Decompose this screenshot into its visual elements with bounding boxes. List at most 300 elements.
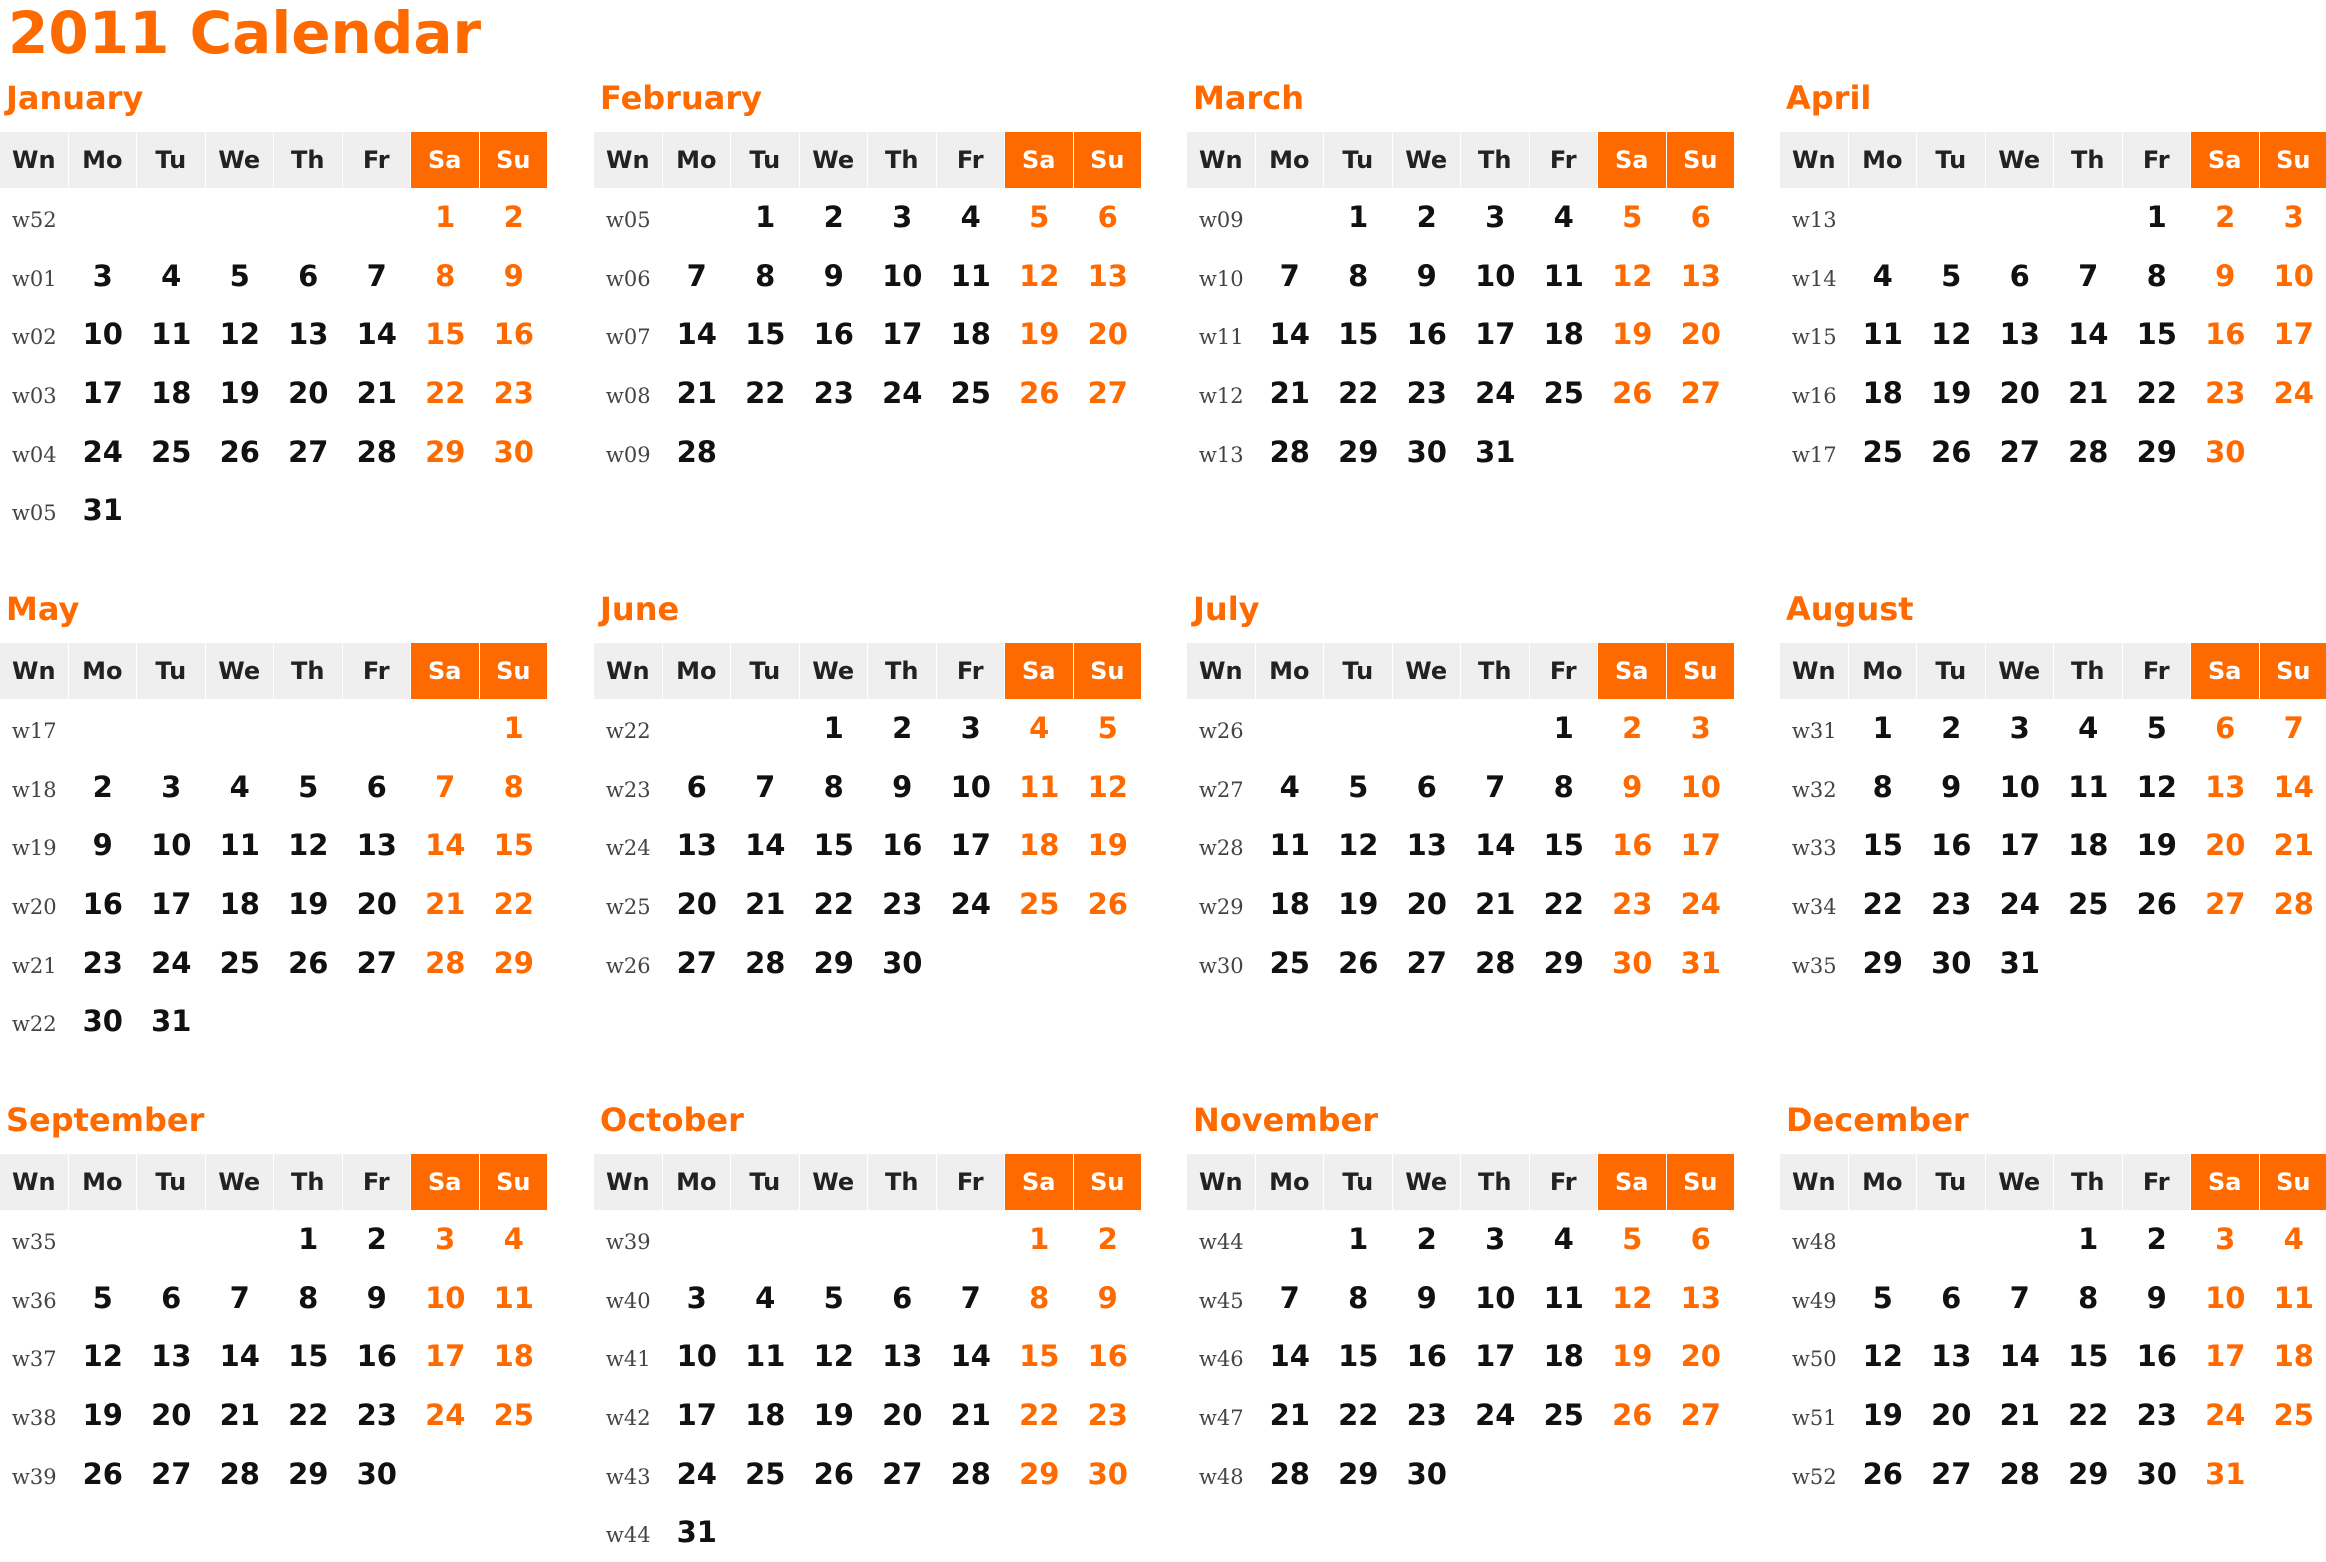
day-cell: 13 <box>1667 247 1736 306</box>
day-cell: 21 <box>1256 364 1325 423</box>
week-number: w07 <box>594 305 663 364</box>
day-cell: 2 <box>800 188 869 247</box>
day-cell: 6 <box>274 247 343 306</box>
weekday-header-mo: Mo <box>663 132 731 188</box>
day-cell: 22 <box>1324 364 1393 423</box>
empty-day-cell <box>1530 422 1599 481</box>
week-row <box>1780 699 2326 758</box>
weekday-header-row <box>1187 132 1735 188</box>
week-row <box>1187 699 1735 758</box>
weekday-header-su: Su <box>1074 643 1142 699</box>
day-cell: 26 <box>1917 422 1986 481</box>
day-cell: 1 <box>1324 188 1393 247</box>
empty-day-cell <box>2260 933 2326 992</box>
day-cell: 2 <box>1393 1210 1462 1269</box>
day-cell: 16 <box>1917 816 1986 875</box>
day-cell: 15 <box>1324 1327 1393 1386</box>
day-cell: 19 <box>800 1386 869 1445</box>
week-number: w25 <box>594 875 663 934</box>
day-cell: 19 <box>1005 305 1074 364</box>
day-cell: 28 <box>2260 875 2326 934</box>
day-cell: 14 <box>731 816 800 875</box>
day-cell: 23 <box>868 875 937 934</box>
day-cell: 15 <box>274 1327 343 1386</box>
day-cell: 19 <box>69 1386 138 1445</box>
month-grid <box>1780 643 2326 992</box>
day-cell: 17 <box>69 364 138 423</box>
day-cell: 25 <box>206 933 275 992</box>
day-cell: 2 <box>2123 1210 2192 1269</box>
empty-day-cell <box>1986 188 2055 247</box>
day-cell: 23 <box>1393 364 1462 423</box>
week-number: w49 <box>1780 1269 1849 1328</box>
week-number: w34 <box>1780 875 1849 934</box>
month-title: September <box>6 1102 204 1138</box>
week-row <box>1780 758 2326 817</box>
empty-day-cell <box>1256 1210 1325 1269</box>
day-cell: 22 <box>1530 875 1599 934</box>
week-number-header: Wn <box>0 132 68 188</box>
day-cell: 26 <box>1598 364 1667 423</box>
day-cell: 19 <box>1849 1386 1918 1445</box>
empty-day-cell <box>1598 422 1667 481</box>
day-cell: 16 <box>343 1327 412 1386</box>
day-cell: 1 <box>800 699 869 758</box>
day-cell: 5 <box>1849 1269 1918 1328</box>
weekday-header-tu: Tu <box>1324 643 1392 699</box>
day-cell: 7 <box>937 1269 1006 1328</box>
empty-day-cell <box>868 422 937 481</box>
week-row <box>594 1210 1142 1269</box>
day-cell: 25 <box>1005 875 1074 934</box>
empty-day-cell <box>274 699 343 758</box>
day-cell: 31 <box>69 481 138 540</box>
day-cell: 6 <box>137 1269 206 1328</box>
day-cell: 14 <box>411 816 480 875</box>
week-number: w21 <box>0 933 69 992</box>
day-cell: 27 <box>1917 1444 1986 1503</box>
empty-day-cell <box>1074 933 1143 992</box>
weekday-header-sa: Sa <box>411 132 479 188</box>
day-cell: 13 <box>343 816 412 875</box>
weekday-header-su: Su <box>1667 643 1735 699</box>
day-cell: 14 <box>1461 816 1530 875</box>
empty-day-cell <box>800 422 869 481</box>
day-cell: 25 <box>2260 1386 2326 1445</box>
week-row <box>1780 816 2326 875</box>
week-row <box>594 422 1142 481</box>
weekday-header-fr: Fr <box>2123 132 2191 188</box>
day-cell: 31 <box>1461 422 1530 481</box>
day-cell: 28 <box>1256 1444 1325 1503</box>
week-row <box>594 305 1142 364</box>
month-title: December <box>1786 1102 1969 1138</box>
day-cell: 15 <box>2054 1327 2123 1386</box>
week-row <box>1780 933 2326 992</box>
day-cell: 24 <box>1461 1386 1530 1445</box>
day-cell: 27 <box>2191 875 2260 934</box>
week-number: w23 <box>594 758 663 817</box>
weekday-header-su: Su <box>1074 132 1142 188</box>
day-cell: 20 <box>1917 1386 1986 1445</box>
day-cell: 8 <box>1005 1269 1074 1328</box>
day-cell: 30 <box>1393 422 1462 481</box>
day-cell: 15 <box>1530 816 1599 875</box>
empty-day-cell <box>411 481 480 540</box>
day-cell: 30 <box>2191 422 2260 481</box>
day-cell: 21 <box>2260 816 2326 875</box>
weekday-header-th: Th <box>868 1154 936 1210</box>
weekday-header-tu: Tu <box>731 1154 799 1210</box>
week-number: w26 <box>594 933 663 992</box>
month-grid <box>594 132 1142 481</box>
week-row <box>1780 305 2326 364</box>
day-cell: 7 <box>1986 1269 2055 1328</box>
day-cell: 24 <box>137 933 206 992</box>
day-cell: 7 <box>2260 699 2326 758</box>
weekday-header-su: Su <box>1667 1154 1735 1210</box>
month-grid <box>1187 643 1735 992</box>
week-row <box>1187 422 1735 481</box>
day-cell: 12 <box>1324 816 1393 875</box>
day-cell: 31 <box>137 992 206 1051</box>
empty-day-cell <box>206 481 275 540</box>
day-cell: 2 <box>1598 699 1667 758</box>
day-cell: 14 <box>206 1327 275 1386</box>
day-cell: 5 <box>2123 699 2192 758</box>
week-number: w35 <box>0 1210 69 1269</box>
day-cell: 21 <box>1256 1386 1325 1445</box>
day-cell: 7 <box>731 758 800 817</box>
day-cell: 5 <box>1005 188 1074 247</box>
day-cell: 9 <box>480 247 549 306</box>
day-cell: 6 <box>1667 1210 1736 1269</box>
day-cell: 19 <box>1324 875 1393 934</box>
day-cell: 12 <box>2123 758 2192 817</box>
day-cell: 13 <box>1917 1327 1986 1386</box>
week-row <box>0 1327 548 1386</box>
day-cell: 8 <box>731 247 800 306</box>
weekday-header-sa: Sa <box>1005 1154 1073 1210</box>
day-cell: 17 <box>868 305 937 364</box>
empty-day-cell <box>480 481 549 540</box>
week-row <box>1187 364 1735 423</box>
weekday-header-tu: Tu <box>1917 132 1985 188</box>
day-cell: 10 <box>1461 1269 1530 1328</box>
weekday-header-th: Th <box>1461 1154 1529 1210</box>
day-cell: 1 <box>274 1210 343 1269</box>
weekday-header-fr: Fr <box>2123 1154 2191 1210</box>
weekday-header-su: Su <box>480 1154 548 1210</box>
day-cell: 20 <box>137 1386 206 1445</box>
day-cell: 16 <box>480 305 549 364</box>
day-cell: 8 <box>800 758 869 817</box>
empty-day-cell <box>343 481 412 540</box>
week-row <box>1780 422 2326 481</box>
weekday-header-we: We <box>800 132 868 188</box>
day-cell: 30 <box>1598 933 1667 992</box>
week-number: w40 <box>594 1269 663 1328</box>
week-number: w27 <box>1187 758 1256 817</box>
week-number: w52 <box>0 188 69 247</box>
week-number: w19 <box>0 816 69 875</box>
day-cell: 26 <box>1074 875 1143 934</box>
day-cell: 16 <box>1074 1327 1143 1386</box>
day-cell: 16 <box>69 875 138 934</box>
week-row <box>594 816 1142 875</box>
day-cell: 14 <box>663 305 732 364</box>
day-cell: 17 <box>411 1327 480 1386</box>
day-cell: 10 <box>1667 758 1736 817</box>
day-cell: 29 <box>274 1444 343 1503</box>
month-title: April <box>1786 80 1871 116</box>
week-number: w09 <box>1187 188 1256 247</box>
day-cell: 1 <box>480 699 549 758</box>
day-cell: 4 <box>1005 699 1074 758</box>
month-grid <box>594 643 1142 992</box>
day-cell: 5 <box>1917 247 1986 306</box>
day-cell: 16 <box>2191 305 2260 364</box>
day-cell: 27 <box>1074 364 1143 423</box>
day-cell: 2 <box>1917 699 1986 758</box>
day-cell: 18 <box>137 364 206 423</box>
week-row <box>0 1269 548 1328</box>
day-cell: 3 <box>2191 1210 2260 1269</box>
day-cell: 5 <box>69 1269 138 1328</box>
empty-day-cell <box>937 1210 1006 1269</box>
week-number: w20 <box>0 875 69 934</box>
day-cell: 6 <box>1986 247 2055 306</box>
week-number: w08 <box>594 364 663 423</box>
day-cell: 28 <box>206 1444 275 1503</box>
week-row <box>1780 364 2326 423</box>
day-cell: 11 <box>2054 758 2123 817</box>
week-number-header: Wn <box>1187 1154 1255 1210</box>
day-cell: 25 <box>480 1386 549 1445</box>
day-cell: 4 <box>1849 247 1918 306</box>
weekday-header-mo: Mo <box>1256 1154 1324 1210</box>
day-cell: 27 <box>137 1444 206 1503</box>
week-number: w24 <box>594 816 663 875</box>
weekday-header-fr: Fr <box>937 643 1005 699</box>
day-cell: 21 <box>1461 875 1530 934</box>
empty-day-cell <box>1917 188 1986 247</box>
day-cell: 9 <box>1598 758 1667 817</box>
day-cell: 16 <box>2123 1327 2192 1386</box>
month-title: August <box>1786 591 1914 627</box>
empty-day-cell <box>2054 188 2123 247</box>
day-cell: 28 <box>1986 1444 2055 1503</box>
week-number: w36 <box>0 1269 69 1328</box>
day-cell: 21 <box>343 364 412 423</box>
weekday-header-th: Th <box>1461 132 1529 188</box>
day-cell: 8 <box>1530 758 1599 817</box>
weekday-header-we: We <box>206 132 274 188</box>
empty-day-cell <box>2260 1444 2326 1503</box>
day-cell: 17 <box>2260 305 2326 364</box>
day-cell: 30 <box>69 992 138 1051</box>
day-cell: 12 <box>69 1327 138 1386</box>
weekday-header-su: Su <box>480 132 548 188</box>
weekday-header-mo: Mo <box>1849 1154 1917 1210</box>
week-number: w05 <box>594 188 663 247</box>
empty-day-cell <box>1986 1210 2055 1269</box>
weekday-header-row <box>1780 1154 2326 1210</box>
day-cell: 2 <box>1074 1210 1143 1269</box>
week-row <box>1187 1386 1735 1445</box>
empty-day-cell <box>343 992 412 1051</box>
empty-day-cell <box>1667 1444 1736 1503</box>
empty-day-cell <box>937 422 1006 481</box>
empty-day-cell <box>2123 933 2192 992</box>
week-row <box>1187 1269 1735 1328</box>
day-cell: 2 <box>480 188 549 247</box>
weekday-header-fr: Fr <box>343 1154 411 1210</box>
weekday-header-th: Th <box>274 643 342 699</box>
day-cell: 18 <box>480 1327 549 1386</box>
month-grid <box>1187 132 1735 481</box>
week-number: w44 <box>594 1503 663 1562</box>
day-cell: 23 <box>1917 875 1986 934</box>
day-cell: 15 <box>1005 1327 1074 1386</box>
day-cell: 12 <box>1598 247 1667 306</box>
day-cell: 1 <box>2123 188 2192 247</box>
week-number: w44 <box>1187 1210 1256 1269</box>
weekday-header-we: We <box>206 643 274 699</box>
week-number-header: Wn <box>1187 132 1255 188</box>
day-cell: 23 <box>1393 1386 1462 1445</box>
week-number: w48 <box>1780 1210 1849 1269</box>
empty-day-cell <box>69 188 138 247</box>
day-cell: 22 <box>800 875 869 934</box>
day-cell: 4 <box>206 758 275 817</box>
day-cell: 12 <box>800 1327 869 1386</box>
day-cell: 2 <box>1393 188 1462 247</box>
empty-day-cell <box>1005 1503 1074 1562</box>
week-row <box>0 875 548 934</box>
day-cell: 29 <box>800 933 869 992</box>
empty-day-cell <box>1917 1210 1986 1269</box>
day-cell: 26 <box>1324 933 1393 992</box>
day-cell: 16 <box>868 816 937 875</box>
weekday-header-we: We <box>1986 643 2054 699</box>
day-cell: 21 <box>937 1386 1006 1445</box>
weekday-header-we: We <box>1986 132 2054 188</box>
day-cell: 13 <box>274 305 343 364</box>
month-grid <box>0 643 548 1051</box>
week-row <box>0 1444 548 1503</box>
day-cell: 9 <box>2123 1269 2192 1328</box>
empty-day-cell <box>137 1210 206 1269</box>
week-number: w29 <box>1187 875 1256 934</box>
weekday-header-mo: Mo <box>1849 643 1917 699</box>
week-number: w30 <box>1187 933 1256 992</box>
day-cell: 12 <box>1917 305 1986 364</box>
week-number-header: Wn <box>0 643 68 699</box>
month-grid <box>0 132 548 540</box>
weekday-header-su: Su <box>1074 1154 1142 1210</box>
weekday-header-row <box>594 1154 1142 1210</box>
week-number-header: Wn <box>594 132 662 188</box>
week-row <box>594 1386 1142 1445</box>
week-row <box>1780 1327 2326 1386</box>
weekday-header-row <box>0 1154 548 1210</box>
day-cell: 4 <box>1256 758 1325 817</box>
empty-day-cell <box>1530 1444 1599 1503</box>
week-number: w31 <box>1780 699 1849 758</box>
day-cell: 27 <box>868 1444 937 1503</box>
day-cell: 15 <box>1849 816 1918 875</box>
day-cell: 15 <box>411 305 480 364</box>
week-row <box>594 1444 1142 1503</box>
day-cell: 26 <box>206 422 275 481</box>
day-cell: 11 <box>731 1327 800 1386</box>
day-cell: 20 <box>2191 816 2260 875</box>
day-cell: 11 <box>137 305 206 364</box>
empty-day-cell <box>731 1503 800 1562</box>
day-cell: 10 <box>2191 1269 2260 1328</box>
day-cell: 11 <box>1530 1269 1599 1328</box>
day-cell: 23 <box>800 364 869 423</box>
week-row <box>594 1327 1142 1386</box>
weekday-header-su: Su <box>2260 132 2326 188</box>
day-cell: 13 <box>1667 1269 1736 1328</box>
day-cell: 20 <box>1667 1327 1736 1386</box>
day-cell: 15 <box>1324 305 1393 364</box>
week-row <box>1780 1210 2326 1269</box>
day-cell: 9 <box>2191 247 2260 306</box>
week-row <box>1780 1444 2326 1503</box>
day-cell: 27 <box>343 933 412 992</box>
week-number: w22 <box>0 992 69 1051</box>
day-cell: 30 <box>868 933 937 992</box>
weekday-header-th: Th <box>868 132 936 188</box>
day-cell: 3 <box>2260 188 2326 247</box>
day-cell: 24 <box>663 1444 732 1503</box>
empty-day-cell <box>206 992 275 1051</box>
weekday-header-th: Th <box>868 643 936 699</box>
day-cell: 20 <box>1986 364 2055 423</box>
week-number: w17 <box>1780 422 1849 481</box>
week-number: w52 <box>1780 1444 1849 1503</box>
day-cell: 28 <box>343 422 412 481</box>
day-cell: 17 <box>137 875 206 934</box>
empty-day-cell <box>137 699 206 758</box>
day-cell: 28 <box>2054 422 2123 481</box>
day-cell: 28 <box>937 1444 1006 1503</box>
day-cell: 17 <box>1461 305 1530 364</box>
weekday-header-sa: Sa <box>1598 1154 1666 1210</box>
day-cell: 24 <box>2191 1386 2260 1445</box>
day-cell: 1 <box>1530 699 1599 758</box>
day-cell: 11 <box>206 816 275 875</box>
empty-day-cell <box>411 992 480 1051</box>
week-number: w10 <box>1187 247 1256 306</box>
day-cell: 8 <box>1324 1269 1393 1328</box>
week-row <box>1780 247 2326 306</box>
month-title: June <box>600 591 679 627</box>
day-cell: 6 <box>663 758 732 817</box>
empty-day-cell <box>343 699 412 758</box>
week-number: w37 <box>0 1327 69 1386</box>
weekday-header-fr: Fr <box>1530 132 1598 188</box>
day-cell: 9 <box>868 758 937 817</box>
day-cell: 14 <box>937 1327 1006 1386</box>
weekday-header-tu: Tu <box>137 1154 205 1210</box>
week-row <box>594 364 1142 423</box>
week-row <box>594 188 1142 247</box>
empty-day-cell <box>1005 422 1074 481</box>
